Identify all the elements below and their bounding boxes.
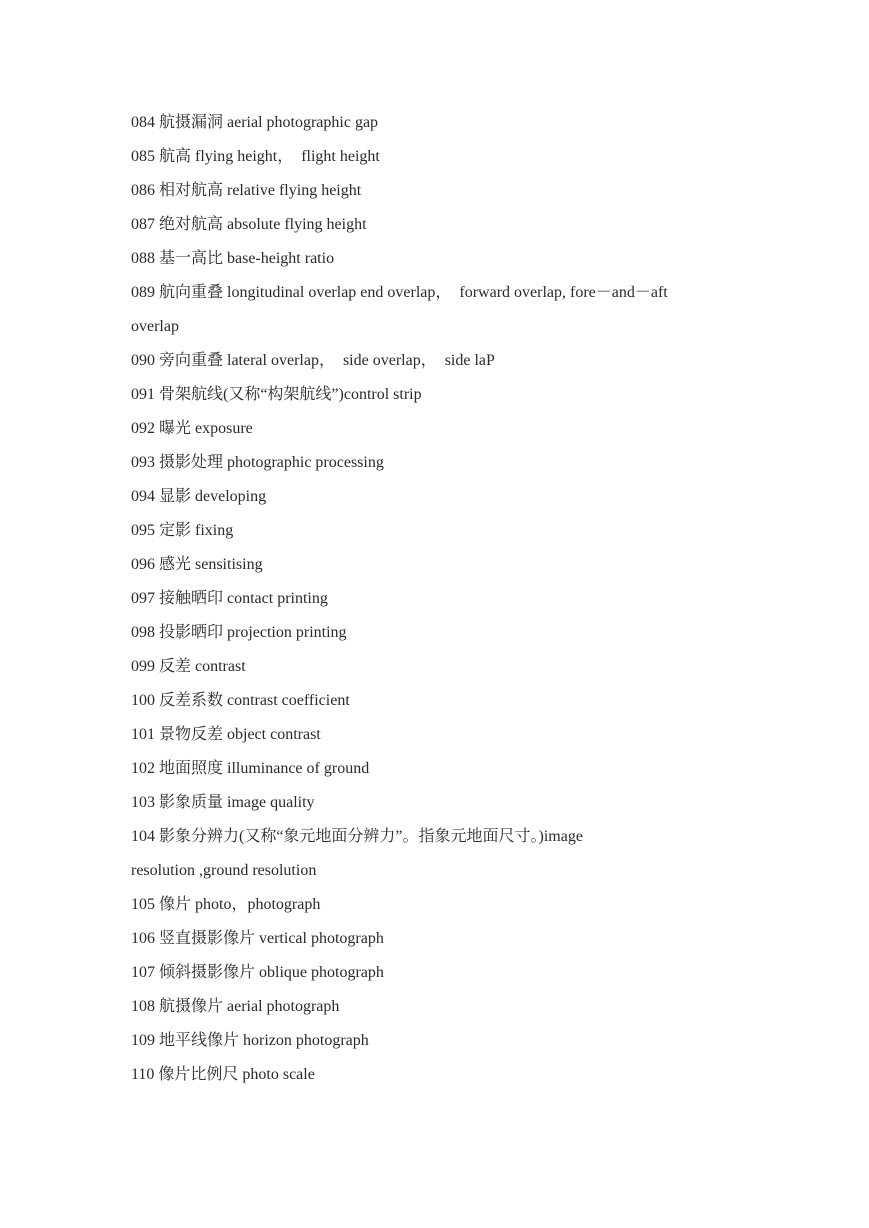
glossary-entry-104: 104 影象分辨力(又称“象元地面分辨力”。指象元地面尺寸。)image: [131, 828, 583, 845]
glossary-entry-086: 086 相对航高 relative flying height: [131, 182, 362, 199]
glossary-entry-109: 109 地平线像片 horizon photograph: [131, 1032, 369, 1049]
glossary-entry-101: 101 景物反差 object contrast: [131, 726, 321, 743]
glossary-entry-089-continued: overlap: [131, 318, 179, 335]
glossary-entry-107: 107 倾斜摄影像片 oblique photograph: [131, 964, 384, 981]
glossary-entry-085: 085 航高 flying height， flight height: [131, 148, 380, 165]
glossary-entry-100: 100 反差系数 contrast coefficient: [131, 692, 350, 709]
glossary-entry-097: 097 接触晒印 contact printing: [131, 590, 328, 607]
glossary-entry-104-continued: resolution ,ground resolution: [131, 862, 317, 879]
glossary-entry-099: 099 反差 contrast: [131, 658, 246, 675]
glossary-entry-092: 092 曝光 exposure: [131, 420, 253, 437]
glossary-entry-088: 088 基一高比 base-height ratio: [131, 250, 335, 267]
glossary-entry-087: 087 绝对航高 absolute flying height: [131, 216, 367, 233]
glossary-entry-090: 090 旁向重叠 lateral overlap， side overlap， side laP: [131, 352, 495, 369]
glossary-entry-098: 098 投影晒印 projection printing: [131, 624, 347, 641]
glossary-entry-094: 094 显影 developing: [131, 488, 267, 505]
glossary-entry-108: 108 航摄像片 aerial photograph: [131, 998, 340, 1015]
glossary-entry-089: 089 航向重叠 longitudinal overlap end overlap， forward overlap, fore－and－aft: [131, 284, 668, 301]
glossary-entry-102: 102 地面照度 illuminance of ground: [131, 760, 370, 777]
glossary-entry-106: 106 竖直摄影像片 vertical photograph: [131, 930, 384, 947]
glossary-entry-091: 091 骨架航线(又称“构架航线”)control strip: [131, 386, 422, 403]
glossary-entry-095: 095 定影 fixing: [131, 522, 234, 539]
glossary-entry-084: 084 航摄漏洞 aerial photographic gap: [131, 114, 379, 131]
glossary-entry-110: 110 像片比例尺 photo scale: [131, 1066, 315, 1083]
glossary-entry-096: 096 感光 sensitising: [131, 556, 263, 573]
glossary-entry-103: 103 影象质量 image quality: [131, 794, 315, 811]
glossary-list: [131, 106, 731, 1092]
glossary-entry-093: 093 摄影处理 photographic processing: [131, 454, 384, 471]
glossary-entry-105: 105 像片 photo，photograph: [131, 896, 321, 913]
